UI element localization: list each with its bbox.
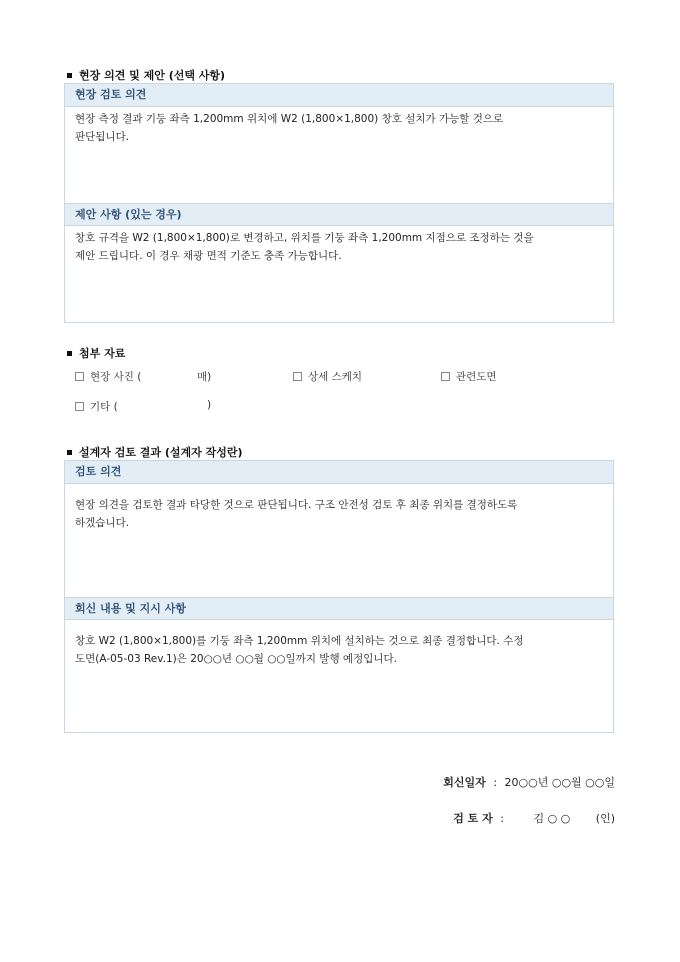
proposal-body — [65, 226, 613, 265]
checkbox-icon[interactable] — [293, 372, 302, 381]
section-title-designer-review — [67, 444, 243, 460]
designer-review-box — [64, 460, 614, 733]
reply-date-sep: : — [493, 776, 498, 789]
reply-date-row — [443, 774, 615, 790]
checkbox-label: 기타 ( — [90, 401, 118, 413]
field-opinion-box — [64, 83, 614, 323]
opinion-line: 하겠습니다. — [75, 517, 130, 529]
checkbox-icon[interactable] — [441, 372, 450, 381]
proposal-header: 제안 사항 (있는 경우) — [65, 203, 613, 226]
checkbox-related-drawing[interactable] — [441, 369, 497, 384]
reply-date-value: 20○○년 ○○월 ○○일 — [504, 776, 615, 789]
opinion-line: 현장 의견을 검토한 결과 타당한 것으로 판단됩니다. 구조 안전성 검토 후 최종 위치를 결정하도록 — [75, 499, 518, 511]
review-opinion-line: 현장 측정 결과 기둥 좌측 1,200mm 위치에 W2 (1,800×1,800) 창호 설치가 가능할 것으로 — [75, 113, 504, 125]
proposal-line: 제안 드립니다. 이 경우 채광 면적 기준도 충족 가능합니다. — [75, 250, 342, 262]
checkbox-other[interactable] — [75, 399, 118, 414]
photo-count-unit: 매) — [197, 371, 212, 383]
opinion-body — [65, 484, 613, 597]
checkbox-site-photo[interactable] — [75, 369, 141, 384]
opinion-header: 검토 의견 — [65, 461, 613, 484]
seal-mark: (인) — [595, 812, 615, 825]
checkbox-icon[interactable] — [75, 402, 84, 411]
reply-header: 회신 내용 및 지시 사항 — [65, 597, 613, 620]
section-title-field-opinion — [67, 67, 225, 83]
reply-line: 창호 W2 (1,800×1,800)를 기둥 좌측 1,200mm 위치에 설치하는 것으로 최종 결정합니다. 수정 — [75, 635, 524, 647]
review-opinion-body — [65, 107, 613, 203]
other-close-paren: ) — [207, 399, 212, 411]
section-title-text: 첨부 자료 — [79, 347, 126, 360]
reply-line: 도면(A-05-03 Rev.1)은 20○○년 ○○월 ○○일까지 발행 예정입니다. — [75, 653, 397, 665]
checkbox-detail-sketch[interactable] — [293, 369, 362, 384]
reviewer-sep: : — [500, 812, 504, 825]
section-title-attachments — [67, 345, 125, 361]
checkbox-label: 상세 스케치 — [308, 371, 363, 383]
square-bullet-icon — [67, 450, 72, 455]
square-bullet-icon — [67, 73, 72, 78]
reply-body — [65, 620, 613, 668]
checkbox-label: 현장 사진 ( — [90, 371, 142, 383]
section-title-text: 설계자 검토 결과 (설계자 작성란) — [79, 446, 243, 459]
square-bullet-icon — [67, 351, 72, 356]
section-title-text: 현장 의견 및 제안 (선택 사항) — [79, 69, 226, 82]
review-opinion-header: 현장 검토 의견 — [65, 84, 613, 107]
reviewer-row — [453, 810, 615, 826]
checkbox-label: 관련도면 — [456, 371, 497, 383]
review-opinion-line: 판단됩니다. — [75, 131, 130, 143]
reply-date-label: 회신일자 — [443, 776, 486, 789]
reviewer-name: 김 ○ ○ — [533, 812, 571, 825]
reviewer-label: 검 토 자 — [453, 812, 493, 825]
proposal-line: 창호 규격을 W2 (1,800×1,800)로 변경하고, 위치를 기둥 좌측 1,200mm 지점으로 조정하는 것을 — [75, 232, 534, 244]
checkbox-icon[interactable] — [75, 372, 84, 381]
